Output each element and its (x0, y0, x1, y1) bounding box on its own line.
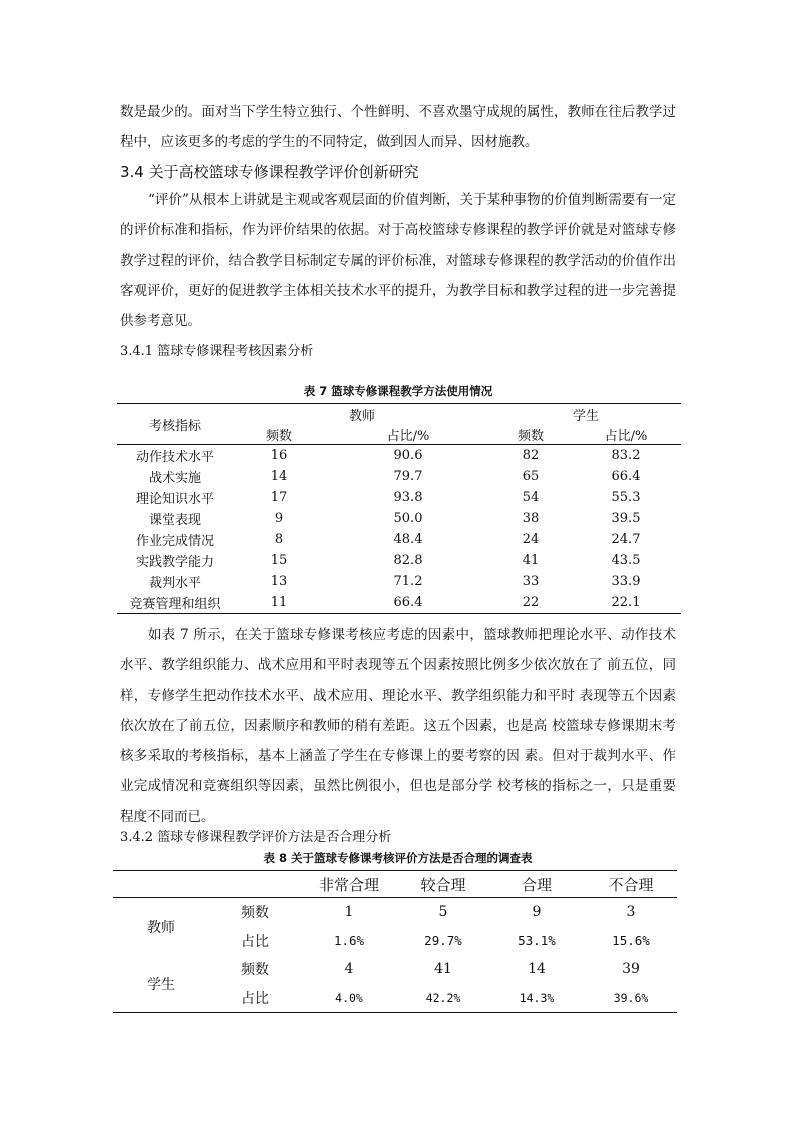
teacher-pct: 71.2 (393, 574, 423, 589)
teacher-pct: 66.4 (393, 595, 423, 610)
teacher-pct: 79.7 (393, 469, 423, 484)
subsection-heading-2: 3.4.2 篮球专修课程教学评价方法是否合理分析 (120, 830, 392, 845)
student-pct: 22.1 (611, 595, 641, 610)
table-row (117, 508, 681, 529)
group-label-teacher: 教师 (147, 919, 175, 936)
student-pct: 43.5 (611, 553, 641, 568)
row-label: 频数 (241, 962, 269, 979)
cell: 4.0% (335, 990, 363, 1005)
teacher-pct: 48.4 (393, 532, 423, 547)
student-freq: 82 (522, 448, 540, 463)
table8 (113, 870, 677, 1013)
student-freq: 65 (522, 469, 540, 484)
table-row (113, 955, 677, 984)
teacher-pct: 90.6 (393, 448, 423, 463)
table7-col-teacher-freq: 频数 (233, 424, 325, 445)
table-row (117, 550, 681, 571)
teacher-freq: 17 (270, 490, 288, 505)
teacher-freq: 16 (270, 448, 288, 463)
student-pct: 33.9 (611, 574, 641, 589)
cell: 39.6% (613, 990, 649, 1005)
row-label: 动作技术水平 (135, 450, 214, 465)
cell: 29.7% (424, 933, 462, 949)
cell: 42.2% (425, 990, 461, 1005)
cell: 39 (622, 961, 640, 978)
student-freq: 38 (522, 511, 540, 526)
table-row (113, 898, 677, 927)
teacher-freq: 13 (270, 574, 288, 589)
student-pct: 66.4 (611, 469, 641, 484)
table7-group-student: 学生 (572, 408, 599, 424)
student-freq: 54 (522, 490, 540, 505)
table7-group-teacher: 教师 (348, 408, 375, 424)
analysis-paragraph: 如表 7 所示，在关于篮球专修课考核应考虑的因素中，篮球教师把理论水平、动作技术水平、教学组织能力、战术应用和平时表现等五个因素按照比例多少依次放在了 前五位，同样，专修学生把动作技术水平、战术应用、理论水平、教学组织能力和平时 表现等五个因素依次放在了前五位，因素顺序和教师的稍有差距。这五个因素，也是高 校篮球专修课期末考核多采取的考核指标，基本上涵盖了学生在专修课上的要考察的因 素。但对于裁判水平、作业完成情况和竞赛组织等因素，虽然比例很小，但也是部分学 校考核的指标之一，只是重要程度不同而已。 (120, 627, 676, 825)
teacher-freq: 15 (270, 553, 288, 568)
row-label: 作业完成情况 (135, 534, 214, 549)
teacher-freq: 8 (274, 532, 284, 547)
table7-col-student-freq: 频数 (491, 424, 571, 445)
table8-col-very-reasonable: 非常合理 (301, 871, 397, 898)
row-label: 理论知识水平 (135, 492, 214, 507)
student-freq: 33 (522, 574, 540, 589)
table8-corner-2 (209, 871, 301, 898)
teacher-pct: 93.8 (393, 490, 423, 505)
row-label: 竞赛管理和组织 (129, 597, 221, 612)
section-paragraph: “评价”从根本上讲就是主观或客观层面的价值判断，关于某种事物的价值判断需要有一定的评价标准和指标，作为评价结果的依据。对于高校篮球专修课程的教学评价就是对篮球专修教学过程的评价，结合教学目标制定专属的评价标准，对篮球专修课程的教学活动的价值作出客观评价，更好的促进教学主体相关技术水平的提升，为教学目标和教学过程的进一步完善提供参考意见。 (120, 192, 676, 330)
intro-paragraph: 数是最少的。面对当下学生特立独行、个性鲜明、不喜欢墨守成规的属性，教师在往后教学过程中，应该更多的考虑的学生的不同特定，做到因人而异、因材施教。 (120, 104, 676, 151)
student-freq: 24 (522, 532, 540, 547)
teacher-freq: 14 (270, 469, 288, 484)
row-label: 裁判水平 (148, 576, 201, 591)
teacher-freq: 9 (274, 511, 284, 526)
cell: 5 (438, 904, 448, 921)
row-label: 频数 (241, 905, 269, 922)
student-pct: 24.7 (611, 532, 641, 547)
table7-row-header: 考核指标 (117, 404, 233, 445)
cell: 41 (434, 961, 452, 978)
teacher-pct: 50.0 (393, 511, 423, 526)
table-row (117, 487, 681, 508)
table8-caption: 表 8 关于篮球专修课考核评价方法是否合理的调查表 (263, 851, 533, 865)
table7 (117, 403, 681, 614)
table-row (117, 592, 681, 614)
cell: 1 (344, 904, 354, 921)
table-row (117, 445, 681, 467)
subsection-heading-1: 3.4.1 篮球专修课程考核因素分析 (120, 344, 314, 359)
group-label-student: 学生 (147, 976, 175, 993)
cell: 15.6% (612, 933, 650, 949)
table-row (117, 466, 681, 487)
row-label: 课堂表现 (148, 513, 201, 528)
table7-col-student-pct: 占比/% (571, 424, 681, 445)
student-freq: 41 (522, 553, 540, 568)
cell: 14 (528, 961, 546, 978)
teacher-pct: 82.8 (393, 553, 423, 568)
table-row (117, 529, 681, 550)
section-heading: 3.4 关于高校篮球专修课程教学评价创新研究 (120, 163, 419, 181)
student-freq: 22 (522, 595, 540, 610)
cell: 53.1% (518, 933, 556, 949)
cell: 4 (344, 961, 354, 978)
row-label: 占比 (241, 990, 269, 1007)
teacher-freq: 11 (270, 595, 288, 610)
cell: 3 (626, 904, 636, 921)
row-label: 占比 (241, 933, 269, 950)
table7-caption: 表 7 篮球专修课程教学方法使用情况 (303, 384, 493, 398)
student-pct: 55.3 (611, 490, 641, 505)
table-row (117, 571, 681, 592)
table8-col-reasonable: 合理 (489, 871, 585, 898)
table8-corner (113, 871, 209, 898)
cell: 1.6% (333, 933, 365, 949)
table8-col-fairly-reasonable: 较合理 (397, 871, 489, 898)
row-label: 实践教学能力 (135, 555, 214, 570)
table8-col-unreasonable: 不合理 (585, 871, 677, 898)
student-pct: 39.5 (611, 511, 641, 526)
table7-col-teacher-pct: 占比/% (325, 424, 491, 445)
row-label: 战术实施 (148, 471, 201, 486)
student-pct: 83.2 (611, 448, 641, 463)
cell: 14.3% (519, 990, 555, 1005)
cell: 9 (532, 904, 542, 921)
